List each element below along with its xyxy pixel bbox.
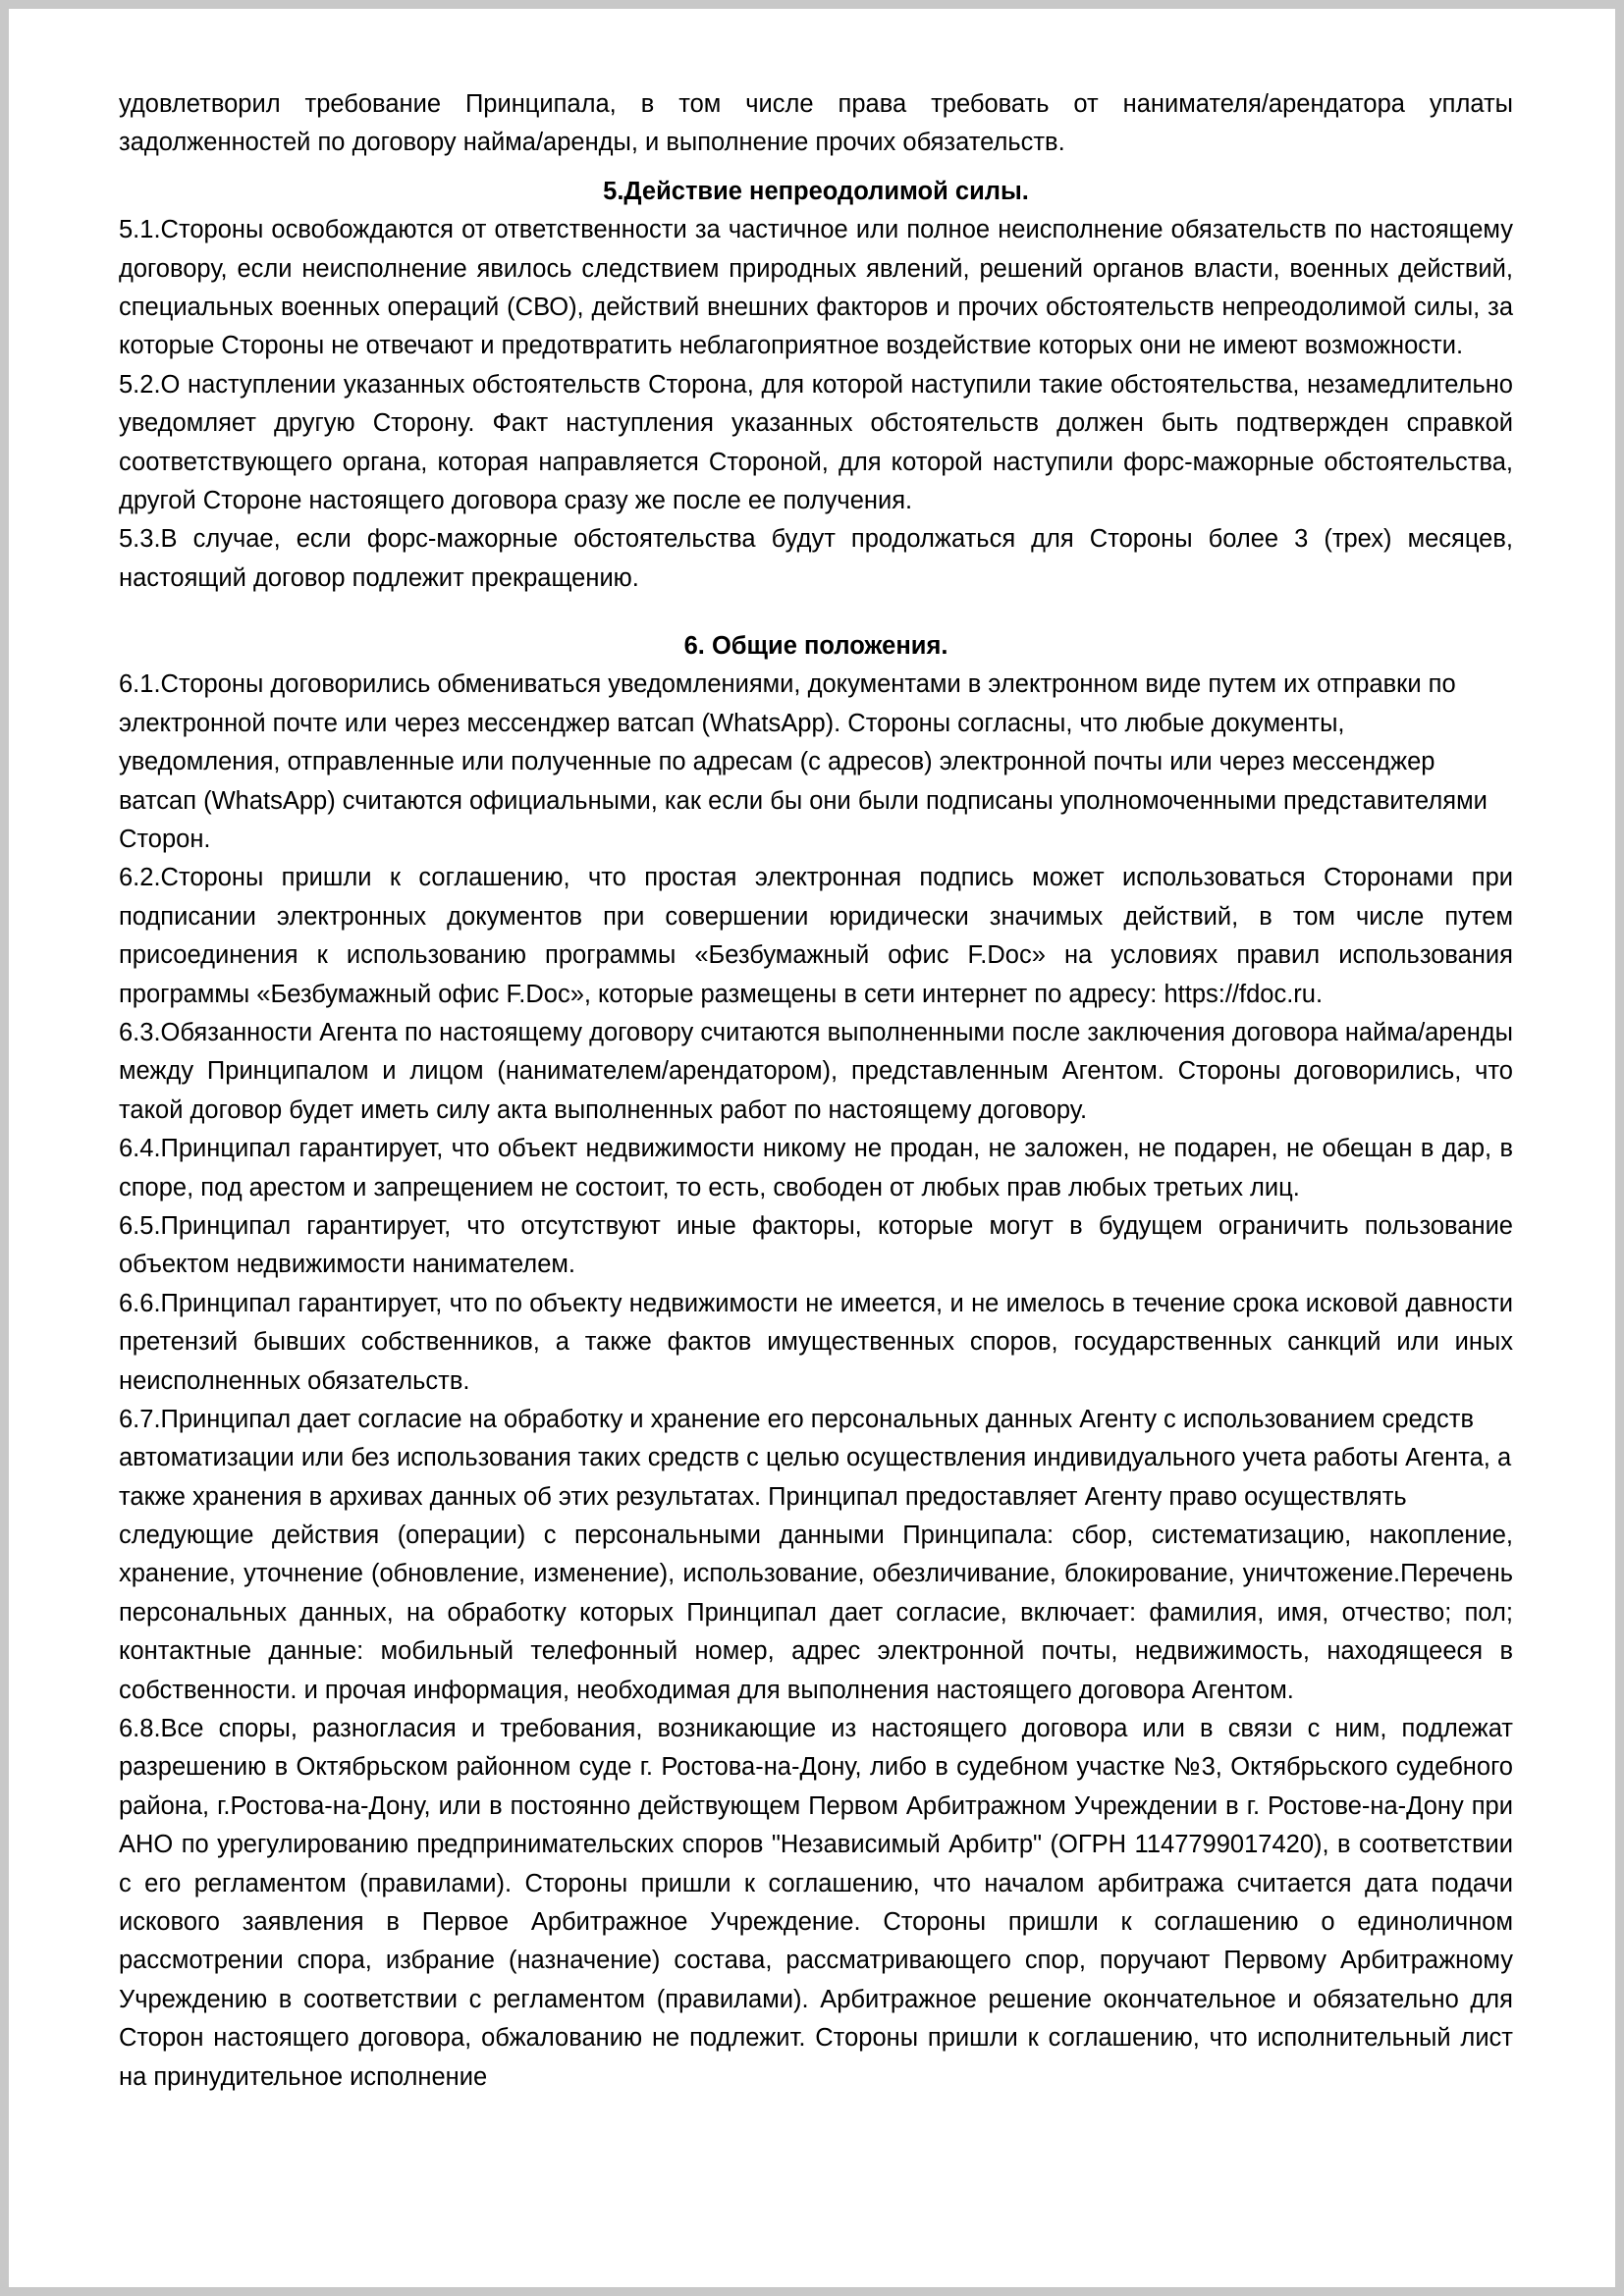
clause-5-3: 5.3.В случае, если форс-мажорные обстоятельства будут продолжаться для Стороны более 3 (трех) месяцев, настоящий договор подлежит прекращению.: [119, 525, 1513, 592]
clause-6-8: 6.8.Все споры, разногласия и требования, возникающие из настоящего договора или в связи с ним, подлежат разрешению в Октябрьском районном суде г. Ростова-на-Дону, либо в судебном участке №3, Октябрьского судебного района, г.Ростова-на-Дону, или в постоянно действующем Первом Арбитражном Учреждении в г. Ростове-на-Дону при АНО по урегулированию предпринимательских споров "Независимый Арбитр" (ОГРН 1147799017420), в соответствии с его регламентом (правилами). Стороны пришли к соглашению, что началом арбитража считается дата подачи искового заявления в Первое Арбитражное Учреждение. Стороны пришли к соглашению о единоличном рассмотрении спора, избрание (назначение) состава, рассматривающего спор, поручают Первому Арбитражному Учреждению в соответствии с регламентом (правилами). Арбитражное решение окончательное и обязательно для Сторон настоящего договора, обжалованию не подлежит. Стороны пришли к соглашению, что исполнительный лист на принудительное исполнение: [119, 1715, 1513, 2091]
clause-5-1: 5.1.Стороны освобождаются от ответственности за частичное или полное неисполнение обязательств по настоящему договору, если неисполнение явилось следствием природных явлений, решений органов власти, военных действий, специальных военных операций (СВО), действий внешних факторов и прочих обстоятельств непреодолимой силы, за которые Стороны не отвечают и предотвратить неблагоприятное воздействие которых они не имеют возможности.: [119, 216, 1513, 360]
document-text-column: [119, 85, 1513, 2097]
clause-6-7-lead: 6.7.Принципал дает согласие на обработку и хранение его персональных данных Агенту с использованием средств автоматизации или без использования таких средств с целью осуществления индивидуального учета работы Агента, а также хранения в архивах данных об этих результатах. Принципал предоставляет Агенту право осуществлять: [119, 1405, 1512, 1511]
clause-6-1: 6.1.Стороны договорились обмениваться уведомлениями, документами в электронном виде путем их отправки по электронной почте или через мессенджер ватсап (WhatsApp). Стороны согласны, что любые документы, уведомления, отправленные или полученные по адресам (с адресов) электронной почты или через мессенджер ватсап (WhatsApp) считаются официальными, как если бы они были подписаны уполномоченными представителями Сторон.: [119, 670, 1488, 854]
spacer: [119, 598, 1513, 627]
clause-6-7-rest: следующие действия (операции) с персональными данными Принципала: сбор, систематизацию, накопление, хранение, уточнение (обновление, изменение), использование, обезличивание, блокирование, уничтожение.Перечень персональных данных, на обработку которых Принципал дает согласие, включает: фамилия, имя, отчество; пол; контактные данные: мобильный телефонный номер, адрес электронной почты, недвижимость, находящееся в собственности. и прочая информация, необходимая для выполнения настоящего договора Агентом.: [119, 1522, 1513, 1704]
clause-6-2: 6.2.Стороны пришли к соглашению, что простая электронная подпись может использоваться Сторонами при подписании электронных документов при совершении юридически значимых действий, в том числе путем присоединения к использованию программы «Безбумажный офис F.Doc» на условиях правил использования программы «Безбумажный офис F.Doc», которые размещены в сети интернет по адресу: https://fdoc.ru.: [119, 864, 1513, 1008]
clause-6-3: 6.3.Обязанности Агента по настоящему договору считаются выполненными после заключения договора найма/аренды между Принципалом и лицом (нанимателем/арендатором), представленным Агентом. Стороны договорились, что такой договор будет иметь силу акта выполненных работ по настоящему договору.: [119, 1018, 1513, 1124]
clause-5-2: 5.2.О наступлении указанных обстоятельств Сторона, для которой наступили такие обстоятельства, незамедлительно уведомляет другую Сторону. Факт наступления указанных обстоятельств должен быть подтвержден справкой соответствующего органа, которая направляется Стороной, для которой наступили форс-мажорные обстоятельства, другой Стороне настоящего договора сразу же после ее получения.: [119, 370, 1513, 514]
section-heading-6: 6. Общие положения.: [683, 632, 948, 661]
section-heading-5: 5.Действие непреодолимой силы.: [603, 177, 1029, 205]
spacer: [119, 163, 1513, 173]
document-page: [9, 9, 1615, 2287]
clause-6-5: 6.5.Принципал гарантирует, что отсутствуют иные факторы, которые могут в будущем ограничить пользование объектом недвижимости нанимателем.: [119, 1211, 1513, 1279]
clause-6-4: 6.4.Принципал гарантирует, что объект недвижимости никому не продан, не заложен, не подарен, не обещан в дар, в споре, под арестом и запрещением не состоит, то есть, свободен от любых прав любых третьих лиц.: [119, 1135, 1513, 1201]
paragraph-continued-from-previous-page: удовлетворил требование Принципала, в том числе права требовать от нанимателя/арендатора уплаты задолженностей по договору найма/аренды, и выполнение прочих обязательств.: [119, 90, 1513, 157]
clause-6-6: 6.6.Принципал гарантирует, что по объекту недвижимости не имеется, и не имелось в течение срока исковой давности претензий бывших собственников, а также фактов имущественных споров, государственных санкций или иных неисполненных обязательств.: [119, 1289, 1513, 1395]
